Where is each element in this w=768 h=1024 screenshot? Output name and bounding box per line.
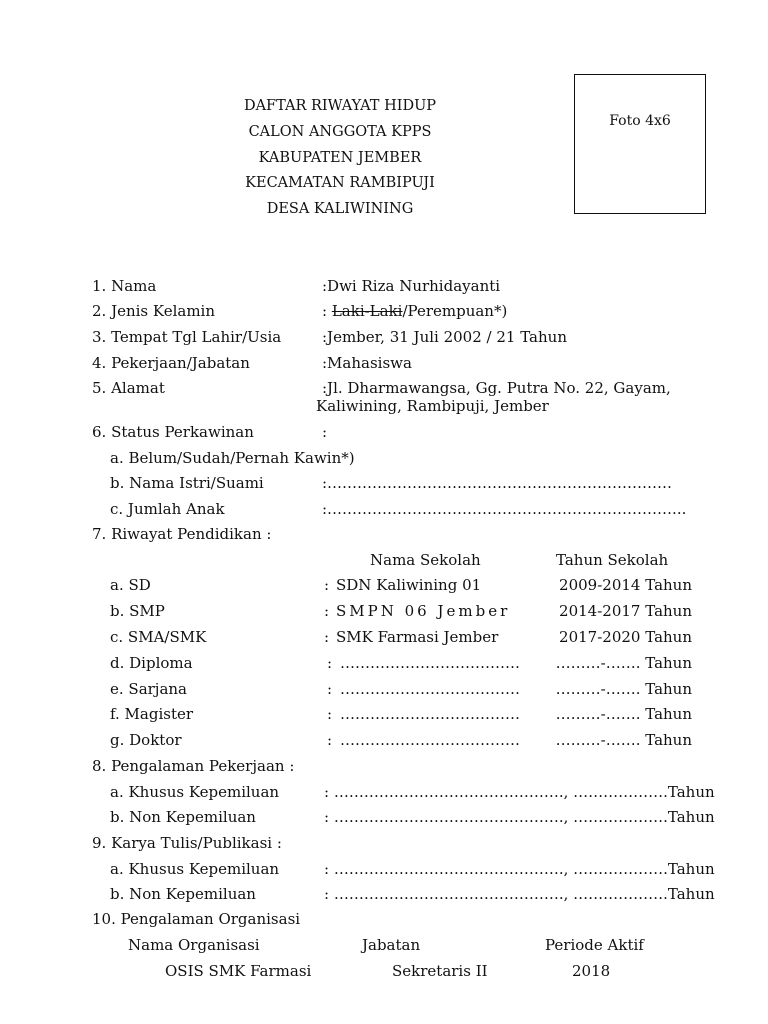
section-label-karya: 9. Karya Tulis/Publikasi : xyxy=(92,834,282,852)
doc-subtitle-kecamatan: KECAMATAN RAMBIPUJI xyxy=(245,175,435,191)
edu-year-sma: 2017-2020 Tahun xyxy=(559,628,692,646)
field-value-alamat-1: :Jl. Dharmawangsa, Gg. Putra No. 22, Gayam, xyxy=(322,379,671,397)
work-label-non: b. Non Kepemiluan xyxy=(110,808,256,826)
section-label-pekerjaan: 8. Pengalaman Pekerjaan : xyxy=(92,757,295,775)
edu-year-sd: 2009-2014 Tahun xyxy=(559,576,692,594)
edu-level-smp: b. SMP xyxy=(110,602,165,620)
col-header-nama-sekolah: Nama Sekolah xyxy=(370,551,481,569)
edu-school-sd: SDN Kaliwining 01 xyxy=(336,576,482,594)
edu-year-magister: ………-……. Tahun xyxy=(555,705,692,723)
doc-title: DAFTAR RIWAYAT HIDUP xyxy=(243,98,437,114)
edu-colon-sma: : xyxy=(324,628,330,646)
karya-label-non: b. Non Kepemiluan xyxy=(110,885,256,903)
section-label-pendidikan: 7. Riwayat Pendidikan : xyxy=(92,525,272,543)
edu-school-diploma: ……………………………… xyxy=(340,654,520,672)
karya-value-non: : ………………………………………., ……………….Tahun xyxy=(324,885,715,903)
edu-colon-magister: : xyxy=(327,705,333,723)
work-value-khusus: : ………………………………………., ……………….Tahun xyxy=(324,783,715,801)
doc-subtitle-desa: DESA KALIWINING xyxy=(266,201,414,217)
karya-label-khusus: a. Khusus Kepemiluan xyxy=(110,860,280,878)
jk-struck-option: Laki-Laki xyxy=(331,302,403,320)
edu-year-doktor: ………-……. Tahun xyxy=(555,731,692,749)
field-label-jenis-kelamin: 2. Jenis Kelamin xyxy=(92,302,215,320)
photo-box xyxy=(574,74,706,214)
jk-colon: : xyxy=(322,302,332,320)
edu-school-doktor: ……………………………… xyxy=(340,731,520,749)
edu-colon-sarjana: : xyxy=(327,680,333,698)
edu-level-diploma: d. Diploma xyxy=(110,654,193,672)
org-name: OSIS SMK Farmasi xyxy=(165,962,312,980)
col-header-tahun-sekolah: Tahun Sekolah xyxy=(556,551,669,569)
field-label-status: 6. Status Perkawinan xyxy=(92,423,254,441)
jk-selected-option: /Perempuan*) xyxy=(402,302,508,320)
col-header-periode: Periode Aktif xyxy=(545,936,644,954)
org-role: Sekretaris II xyxy=(392,962,488,980)
edu-level-sarjana: e. Sarjana xyxy=(110,680,187,698)
edu-colon-diploma: : xyxy=(327,654,333,672)
doc-subtitle-kabupaten: KABUPATEN JEMBER xyxy=(258,150,422,166)
edu-level-doktor: g. Doktor xyxy=(110,731,182,749)
edu-level-magister: f. Magister xyxy=(110,705,194,723)
edu-school-smp: SMPN 06 Jember xyxy=(336,602,511,620)
field-value-jenis-kelamin xyxy=(322,302,507,320)
edu-school-magister: ……………………………… xyxy=(340,705,520,723)
field-label-pekerjaan: 4. Pekerjaan/Jabatan xyxy=(92,354,250,372)
org-period: 2018 xyxy=(572,962,611,980)
field-label-nama: 1. Nama xyxy=(92,277,157,295)
field-value-pekerjaan: :Mahasiswa xyxy=(322,354,412,372)
edu-level-sd: a. SD xyxy=(110,576,151,594)
field-status-colon: : xyxy=(322,423,328,441)
edu-level-sma: c. SMA/SMK xyxy=(110,628,207,646)
field-value-nama: :Dwi Riza Nurhidayanti xyxy=(322,277,501,295)
col-header-nama-organisasi: Nama Organisasi xyxy=(128,936,260,954)
edu-colon-sd: : xyxy=(324,576,330,594)
doc-subtitle-kpps: CALON ANGGOTA KPPS xyxy=(248,124,432,140)
field-value-alamat-2: Kaliwining, Rambipuji, Jember xyxy=(316,397,549,415)
edu-colon-smp: : xyxy=(324,602,330,620)
col-header-jabatan: Jabatan xyxy=(362,936,421,954)
status-value-c: :……………………………………………………………... xyxy=(322,500,687,518)
work-label-khusus: a. Khusus Kepemiluan xyxy=(110,783,280,801)
edu-year-smp: 2014-2017 Tahun xyxy=(559,602,692,620)
section-label-organisasi: 10. Pengalaman Organisasi xyxy=(92,910,301,928)
status-value-b: :…………………………………………………………… xyxy=(322,474,673,492)
work-value-non: : ………………………………………., ……………….Tahun xyxy=(324,808,715,826)
status-option-a: a. Belum/Sudah/Pernah Kawin*) xyxy=(110,449,355,467)
edu-school-sarjana: ……………………………… xyxy=(340,680,520,698)
edu-school-sma: SMK Farmasi Jember xyxy=(336,628,499,646)
field-label-ttl: 3. Tempat Tgl Lahir/Usia xyxy=(92,328,282,346)
field-label-alamat: 5. Alamat xyxy=(92,379,165,397)
status-label-c: c. Jumlah Anak xyxy=(110,500,225,518)
edu-colon-doktor: : xyxy=(327,731,333,749)
field-value-ttl: :Jember, 31 Juli 2002 / 21 Tahun xyxy=(322,328,567,346)
status-label-b: b. Nama Istri/Suami xyxy=(110,474,264,492)
photo-label: Foto 4x6 xyxy=(609,113,671,129)
edu-year-diploma: ………-……. Tahun xyxy=(555,654,692,672)
edu-year-sarjana: ………-……. Tahun xyxy=(555,680,692,698)
karya-value-khusus: : ………………………………………., ……………….Tahun xyxy=(324,860,715,878)
